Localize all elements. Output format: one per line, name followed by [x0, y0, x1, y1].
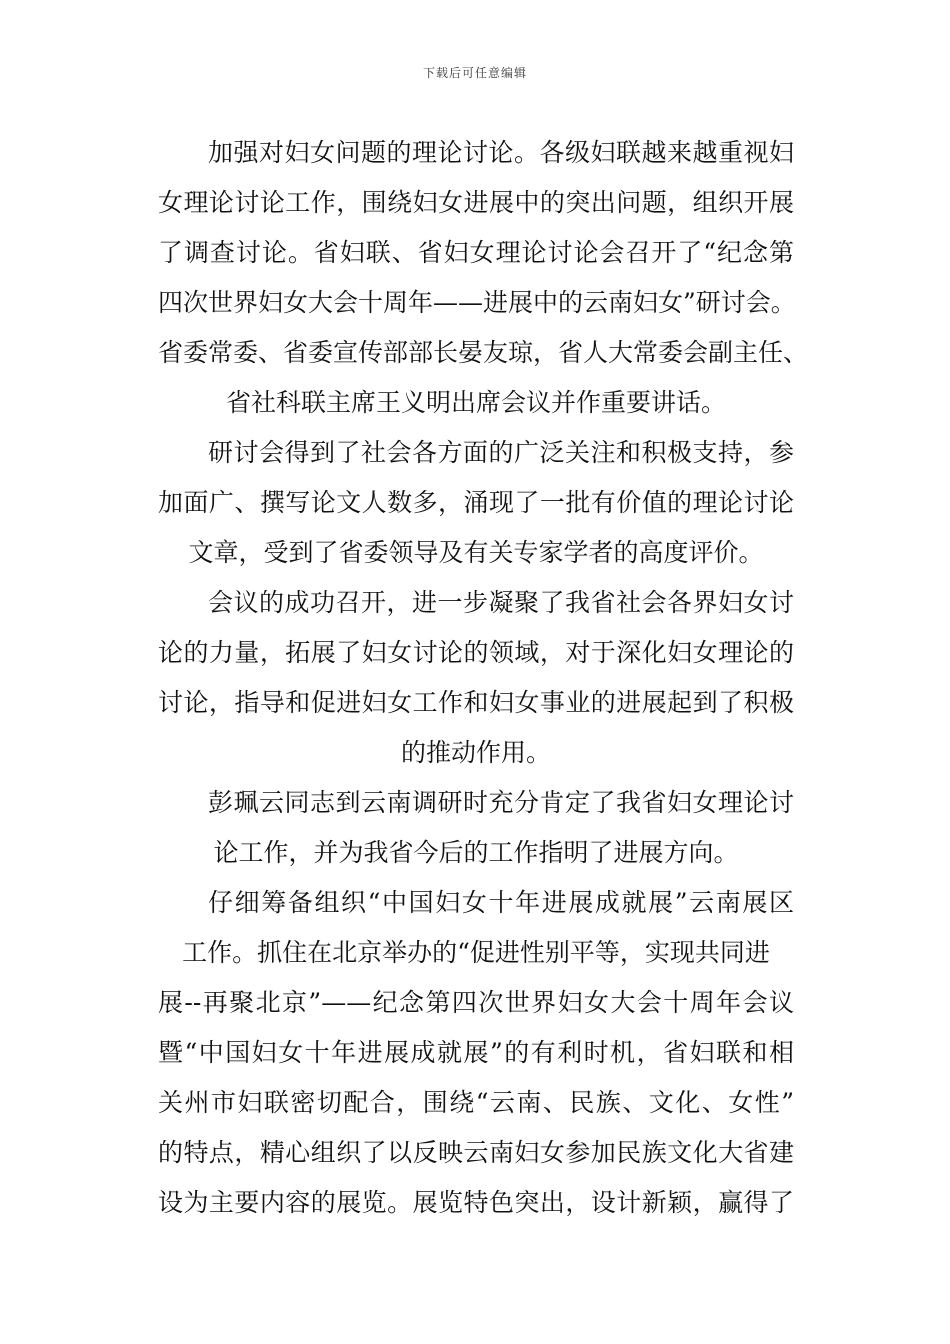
text-line: 论工作，并为我省今后的工作指明了进展方向。	[213, 838, 739, 867]
text-line: 研讨会得到了社会各方面的广泛关注和积极支持，参	[208, 438, 794, 467]
text-line: 论的力量，拓展了妇女讨论的领域，对于深化妇女理论的	[158, 638, 794, 667]
text-line: 文章，受到了省委领导及有关专家学者的高度评价。	[188, 538, 764, 567]
text-line: 设为主要内容的展览。展览特色突出，设计新颖，赢得了	[158, 1188, 794, 1217]
text-line: 加强对妇女问题的理论讨论。各级妇联越来越重视妇	[208, 138, 794, 167]
text-line: 了调查讨论。省妇联、省妇女理论讨论会召开了“纪念第	[158, 238, 794, 267]
text-line: 会议的成功召开，进一步凝聚了我省社会各界妇女讨	[208, 588, 794, 617]
text-line: 仔细筹备组织“中国妇女十年进展成就展”云南展区	[208, 888, 794, 917]
text-line: 彭珮云同志到云南调研时充分肯定了我省妇女理论讨	[208, 788, 794, 817]
text-line: 暨“中国妇女十年进展成就展”的有利时机，省妇联和相	[158, 1038, 794, 1067]
text-line: 讨论，指导和促进妇女工作和妇女事业的进展起到了积极	[158, 688, 794, 717]
text-line: 关州市妇联密切配合，围绕“云南、民族、文化、女性”	[158, 1088, 794, 1117]
text-line: 省社科联主席王义明出席会议并作重要讲话。	[225, 388, 726, 417]
text-line: 四次世界妇女大会十周年——进展中的云南妇女”研讨会。	[158, 288, 796, 317]
page-header-note: 下载后可任意编辑	[422, 66, 527, 80]
text-line: 工作。抓住在北京举办的“促进性别平等，实现共同进	[182, 938, 770, 967]
text-line: 加面广、撰写论文人数多，涌现了一批有价值的理论讨论	[158, 488, 794, 517]
text-line: 展--再聚北京”——纪念第四次世界妇女大会十周年会议	[158, 988, 794, 1017]
text-line: 的特点，精心组织了以反映云南妇女参加民族文化大省建	[158, 1138, 794, 1167]
document-body	[158, 128, 809, 1228]
text-line: 省委常委、省委宣传部部长晏友琼，省人大常委会副主任、	[158, 338, 809, 367]
text-line: 女理论讨论工作，围绕妇女进展中的突出问题，组织开展	[158, 188, 794, 217]
text-line: 的推动作用。	[400, 738, 551, 767]
